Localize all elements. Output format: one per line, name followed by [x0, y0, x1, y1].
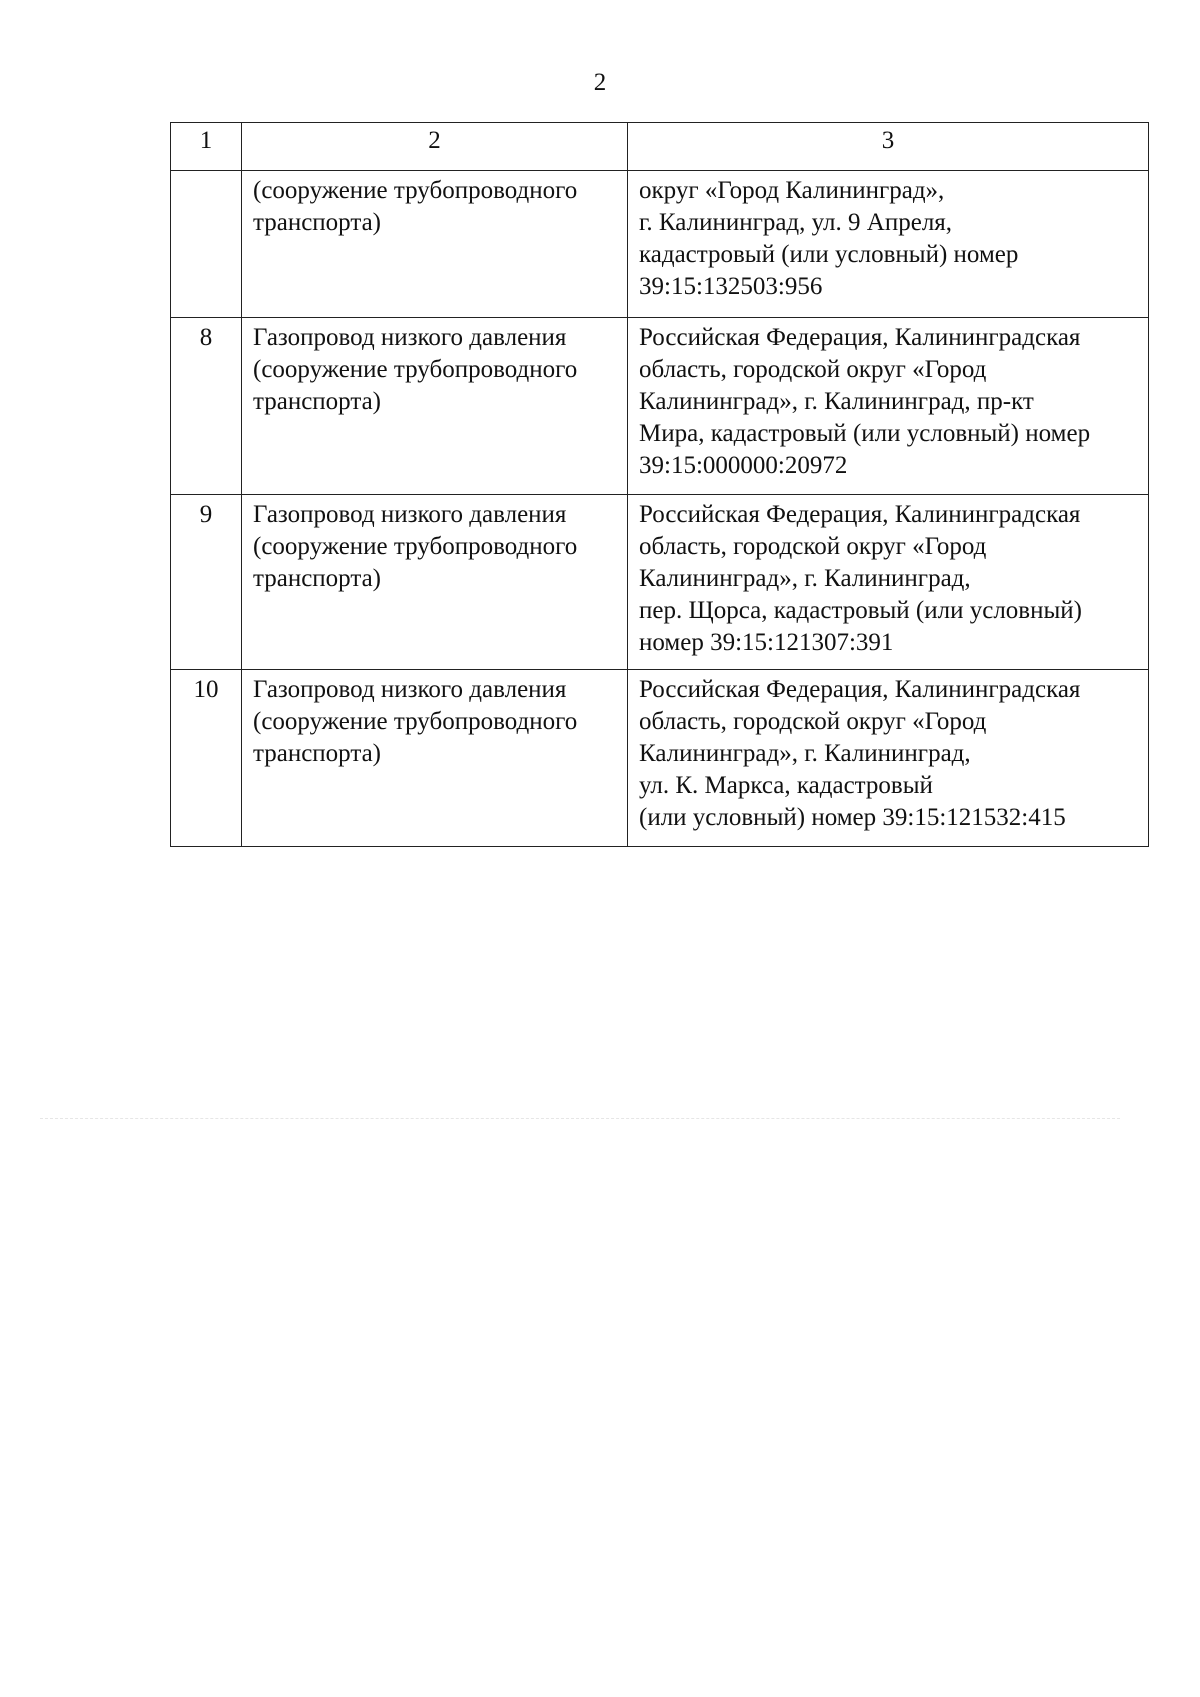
object-address — [628, 171, 1149, 318]
object-address-line: область, городской округ «Город — [639, 708, 987, 735]
row-number — [171, 171, 242, 318]
object-address-line: округ «Город Калининград», — [639, 177, 945, 204]
table-row — [171, 670, 1149, 847]
object-name-line: (сооружение трубопроводного — [253, 533, 578, 560]
object-address-line: (или условный) номер 39:15:121532:415 — [639, 804, 1066, 831]
row-number: 10 — [171, 670, 242, 847]
object-address-line: Калининград», г. Калининград, — [639, 740, 971, 767]
object-address-line: 39:15:000000:20972 — [639, 452, 848, 479]
object-address-line: Российская Федерация, Калининградская — [639, 324, 1081, 351]
object-name-line: транспорта) — [253, 209, 382, 236]
object-address-line: Российская Федерация, Калининградская — [639, 676, 1081, 703]
object-name-line: Газопровод низкого давления — [253, 324, 567, 351]
object-address — [628, 318, 1149, 495]
row-number: 9 — [171, 495, 242, 670]
object-address-line: область, городской округ «Город — [639, 356, 987, 383]
object-address-line: Калининград», г. Калининград, пр-кт — [639, 388, 1034, 415]
object-address-line: г. Калининград, ул. 9 Апреля, — [639, 209, 953, 236]
object-name-line: (сооружение трубопроводного — [253, 708, 578, 735]
object-address-line: 39:15:132503:956 — [639, 273, 823, 300]
page-number: 2 — [593, 69, 607, 96]
object-name — [242, 171, 628, 318]
object-address-line: Калининград», г. Калининград, — [639, 565, 971, 592]
object-name-line: (сооружение трубопроводного — [253, 177, 578, 204]
table-header-row — [171, 123, 1149, 171]
object-name-line: Газопровод низкого давления — [253, 676, 567, 703]
object-address-line: Мира, кадастровый (или условный) номер — [639, 420, 1091, 447]
table-row — [171, 171, 1149, 318]
object-address — [628, 670, 1149, 847]
objects-table — [170, 122, 1149, 847]
scan-fold-line — [40, 1118, 1120, 1119]
object-name — [242, 495, 628, 670]
object-address-line: область, городской округ «Город — [639, 533, 987, 560]
table-row — [171, 495, 1149, 670]
object-name-line: транспорта) — [253, 740, 382, 767]
object-address-line: кадастровый (или условный) номер — [639, 241, 1019, 268]
column-header-address: 3 — [628, 123, 1149, 171]
object-name — [242, 318, 628, 495]
column-header-name: 2 — [242, 123, 628, 171]
object-address-line: пер. Щорса, кадастровый (или условный) — [639, 597, 1082, 624]
object-name-line: (сооружение трубопроводного — [253, 356, 578, 383]
table-row — [171, 318, 1149, 495]
object-name-line: транспорта) — [253, 388, 382, 415]
row-number: 8 — [171, 318, 242, 495]
object-name-line: транспорта) — [253, 565, 382, 592]
object-address-line: номер 39:15:121307:391 — [639, 629, 894, 656]
object-name — [242, 670, 628, 847]
object-address-line: ул. К. Маркса, кадастровый — [639, 772, 933, 799]
object-address — [628, 495, 1149, 670]
object-address-line: Российская Федерация, Калининградская — [639, 501, 1081, 528]
object-name-line: Газопровод низкого давления — [253, 501, 567, 528]
column-header-number: 1 — [171, 123, 242, 171]
